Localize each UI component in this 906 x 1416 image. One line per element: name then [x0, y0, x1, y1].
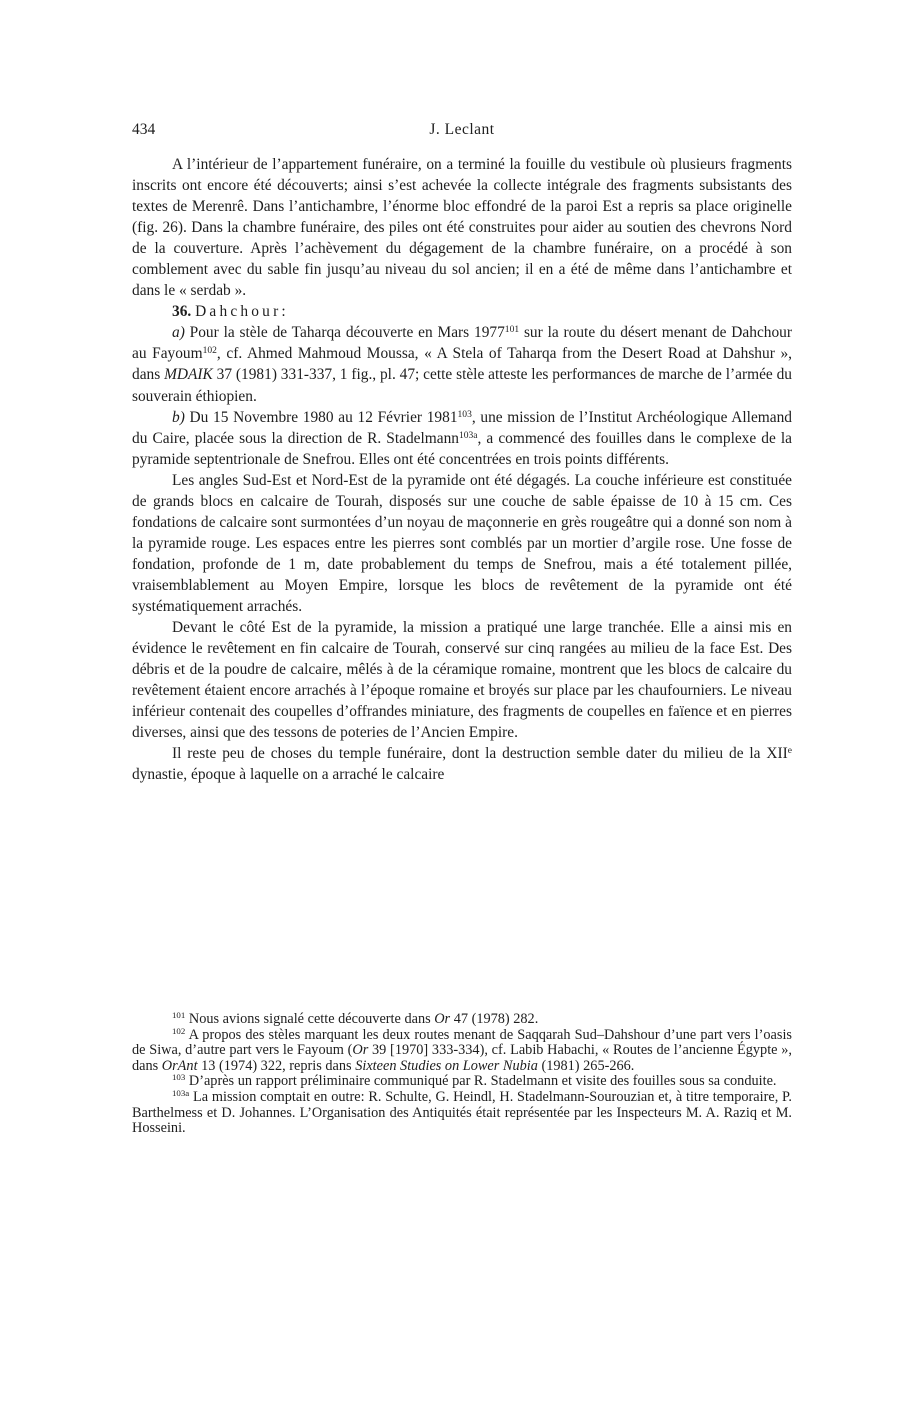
paragraph-b-text-2: , une mission de l’Institut Archéologique Allemand du Caire, placée sous la direction de R. Stadelmann: [132, 408, 792, 447]
paragraph-a-text-4: 37 (1981) 331-337, 1 fig., pl. 47; cette stèle atteste les performances de marche de l’armée du souverain éthiopien.: [132, 366, 792, 405]
item-label-a: a): [172, 324, 185, 342]
footnote-101: [132, 1012, 792, 1028]
footnote-text: 47 (1978) 282.: [453, 1011, 539, 1027]
journal-title: Or: [434, 1011, 451, 1027]
footnote-103a: [132, 1090, 792, 1137]
footnote-number: 102: [172, 1025, 186, 1036]
footnote-ref-101: 101: [504, 324, 520, 336]
footnote-number: 103a: [172, 1088, 190, 1099]
paragraph-section-36: [132, 301, 792, 322]
footnote-text: 13 (1974) 322, repris dans: [201, 1057, 352, 1074]
footnote-number: 103: [172, 1072, 186, 1083]
footnotes: [132, 1012, 792, 1137]
paragraph-temple: [132, 743, 792, 785]
footnote-ref-103: 103: [457, 408, 472, 420]
footnote-text: (1981) 265-266.: [541, 1057, 635, 1074]
book-title: Sixteen Studies on Lower Nubia: [355, 1057, 538, 1074]
journal-title: MDAIK: [164, 366, 213, 384]
paragraph-b-text-1: Du 15 Novembre 1980 au 12 Février 1981: [189, 408, 458, 426]
paragraph-a-text-1: Pour la stèle de Taharqa découverte en Mars 1977: [189, 324, 505, 342]
paragraph-temple-text-1: Il reste peu de choses du temple funéraire, dont la destruction semble dater du milieu de la XII: [172, 745, 788, 763]
footnote-text: La mission comptait en outre: R. Schulte, G. Heindl, H. Stadelmann-Sourouzian et, à titre temporaire, P. Barthelmess et D. Johannes. L’Organisation des Antiquités était représentée par les Inspecteurs M. A. Raziq et M. Hosseini.: [132, 1088, 792, 1137]
footnote-ref-102: 102: [202, 345, 217, 357]
footnote-ref-103a: 103a: [458, 429, 478, 441]
item-label-b: b): [172, 408, 185, 426]
journal-title: Or: [352, 1042, 369, 1059]
superscript-e: e: [787, 745, 792, 757]
footnote-text: D’après un rapport préliminaire communiqué par R. Stadelmann et visite des fouilles sous sa conduite.: [188, 1073, 777, 1090]
paragraph-b-text-3: , a commencé des fouilles dans le complexe de la pyramide septentrionale de Snefrou. Elles ont été concentrées en trois points différents.: [132, 429, 792, 468]
paragraph-a: [132, 322, 792, 406]
footnote-102: [132, 1025, 792, 1075]
footnote-number: 101: [172, 1010, 186, 1021]
section-number: 36.: [172, 303, 192, 321]
paragraph-temple-text-2: dynastie, époque à laquelle on a arraché le calcaire: [132, 766, 445, 784]
footnote-103: [132, 1074, 792, 1090]
page-number: 434: [132, 121, 156, 138]
running-head: J. Leclant: [429, 121, 495, 138]
journal-title: OrAnt: [161, 1057, 198, 1074]
footnote-text: Nous avions signalé cette découverte dans: [188, 1011, 431, 1027]
paragraph-a-text-2: sur la route du désert menant de Dahchour au Fayoum: [132, 324, 792, 363]
paragraph-angles: Les angles Sud-Est et Nord-Est de la pyramide ont été dégagés. La couche inférieure est constituée de grands blocs en calcaire de Tourah, disposés sur une couche de sable épaisse de 10 à 15 cm. Ces fondations de calcaire sont surmontées d’un noyau de maçonnerie en grès rougeâtre qui a donné son nom à la pyramide rouge. Les espaces entre les pierres sont comblés par un mortier d’argile rose. Une fosse de fondation, profonde de 1 m, date probablement du temps de Snefrou, mais a été totalement pillée, vraisemblablement au Moyen Empire, lorsque les blocs de revêtement de la pyramide ont été systématiquement arrachés.: [132, 471, 792, 615]
section-title: Dahchour:: [195, 303, 289, 321]
paragraph-appartement: A l’intérieur de l’appartement funéraire, on a terminé la fouille du vestibule où plusieurs fragments inscrits ont encore été découverts; ainsi s’est achevée la collecte intégrale des fragments subsistants des textes de Merenrê. Dans l’antichambre, l’énorme bloc effondré de la paroi Est a repris sa place originelle (fig. 26). Dans la chambre funéraire, des piles ont été construites pour aider au soutien des chevrons Nord de la couverture. Après l’achèvement du dégagement de la chambre funéraire, on a procédé à son comblement avec du sable fin jusqu’au niveau du sol ancien; il en a été de même dans l’antichambre et dans le « serdab ».: [132, 156, 792, 300]
footnote-text: A propos des stèles marquant les deux routes menant de Saqqarah Sud–Dahshour d’une part vers l’oasis de Siwa, d’autre part vers le Fayoum (: [132, 1026, 792, 1059]
paragraph-b: [132, 407, 792, 470]
paragraph-a-text-3: , cf. Ahmed Mahmoud Moussa, « A Stela of Taharqa from the Desert Road at Dahshur », dans: [132, 345, 792, 384]
footnote-text: 39 [1970] 333-334), cf. Labib Habachi, « Routes de l’ancienne Égypte », dans: [132, 1042, 792, 1074]
main-text: [132, 154, 792, 785]
page-header: [132, 120, 792, 140]
paragraph-devant: Devant le côté Est de la pyramide, la mission a pratiqué une large tranchée. Elle a ainsi mis en évidence le revêtement en fin calcaire de Tourah, conservé sur cinq rangées au milieu de la face Est. Des débris et de la poudre de calcaire, mêlés à de la céramique romaine, montrent que les blocs de calcaire du revêtement étaient encore arrachés à l’époque romaine et broyés sur place par les chaufourniers. Le niveau inférieur contenait des coupelles d’offrandes miniature, des fragments de coupelles en faïence et en pierres diverses, ainsi que des tessons de poteries de l’Ancien Empire.: [132, 619, 792, 742]
